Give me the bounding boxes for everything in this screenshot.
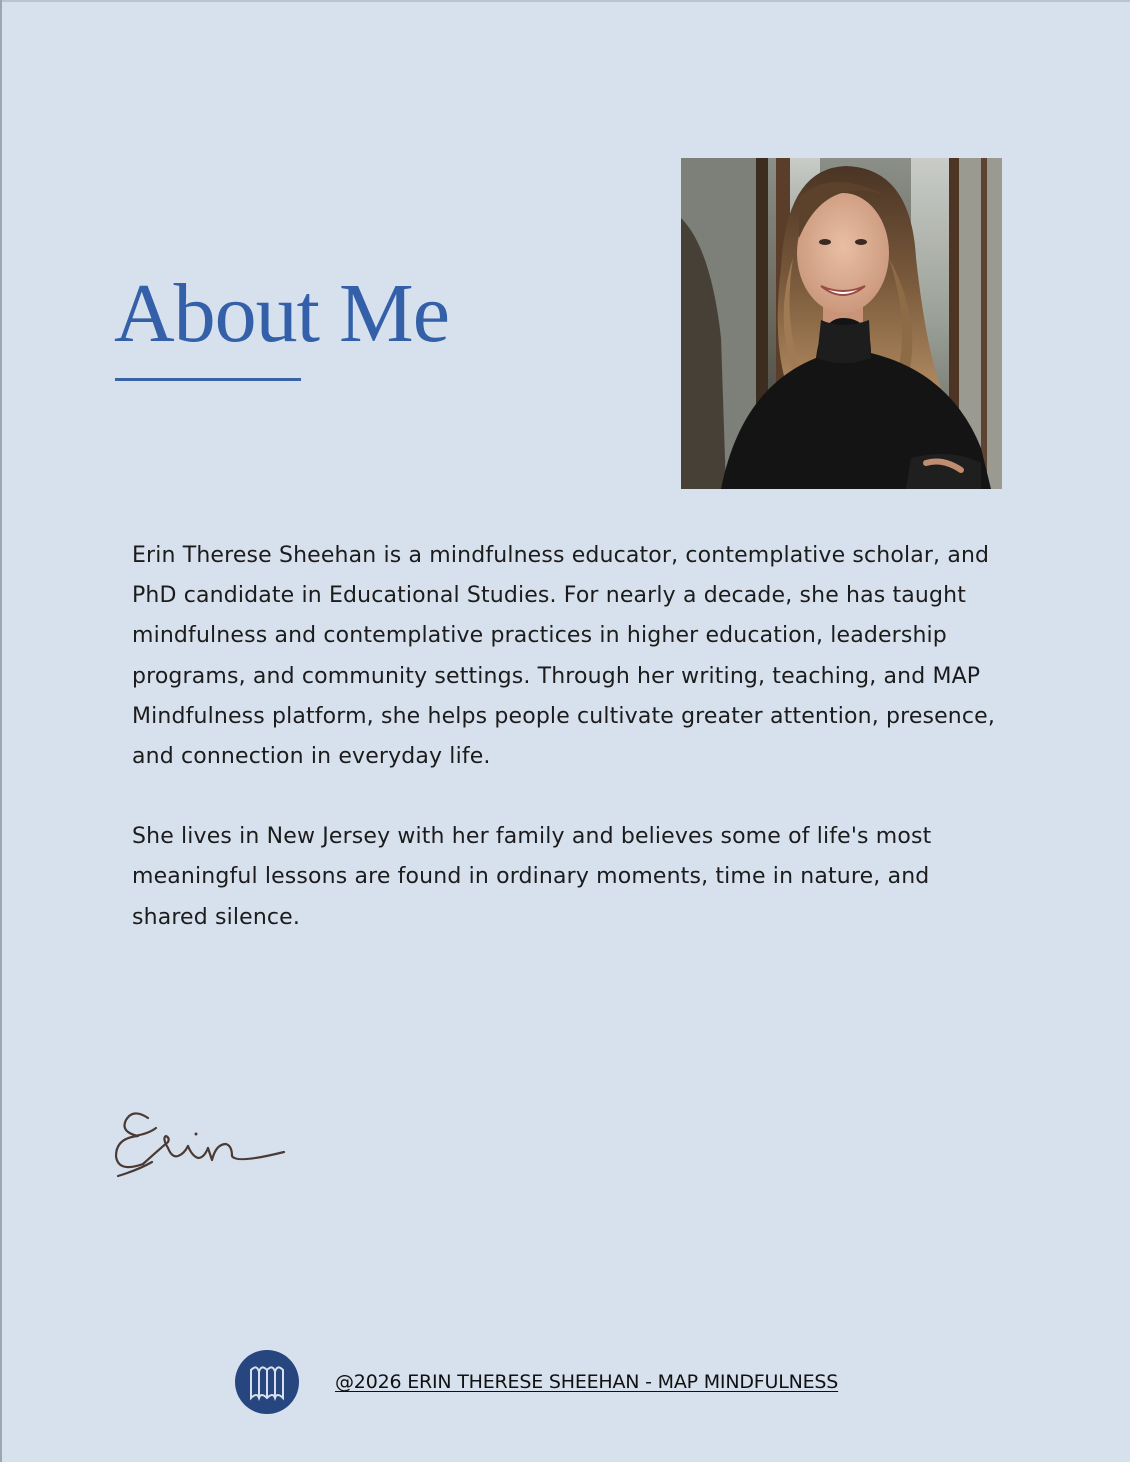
bio-paragraph-1: Erin Therese Sheehan is a mindfulness educator, contemplative scholar, and PhD candidate in Educational Studies. For nearly a decade, she has taught mindfulness and contemplative practices in higher education, leadership programs, and community settings. Through her writing, teaching, and MAP Mindfulness platform, she helps people cultivate greater attention, presence, and connection in everyday life. bbox=[132, 543, 995, 770]
bio-text bbox=[132, 536, 1012, 938]
handwritten-signature bbox=[108, 1098, 298, 1188]
page-top-edge bbox=[0, 0, 1130, 2]
portrait-photo bbox=[681, 158, 1002, 489]
bio-paragraph-2: She lives in New Jersey with her family and believes some of life's most meaningful lessons are found in ordinary moments, time in nature, and shared silence. bbox=[132, 824, 932, 930]
page-title: About Me bbox=[114, 267, 449, 360]
title-underline bbox=[115, 378, 301, 381]
footer-copyright[interactable]: @2026 ERIN THERESE SHEEHAN - MAP MINDFULNESS bbox=[335, 1371, 839, 1393]
page-left-edge bbox=[0, 0, 2, 1462]
map-mindfulness-logo-icon bbox=[235, 1350, 299, 1414]
